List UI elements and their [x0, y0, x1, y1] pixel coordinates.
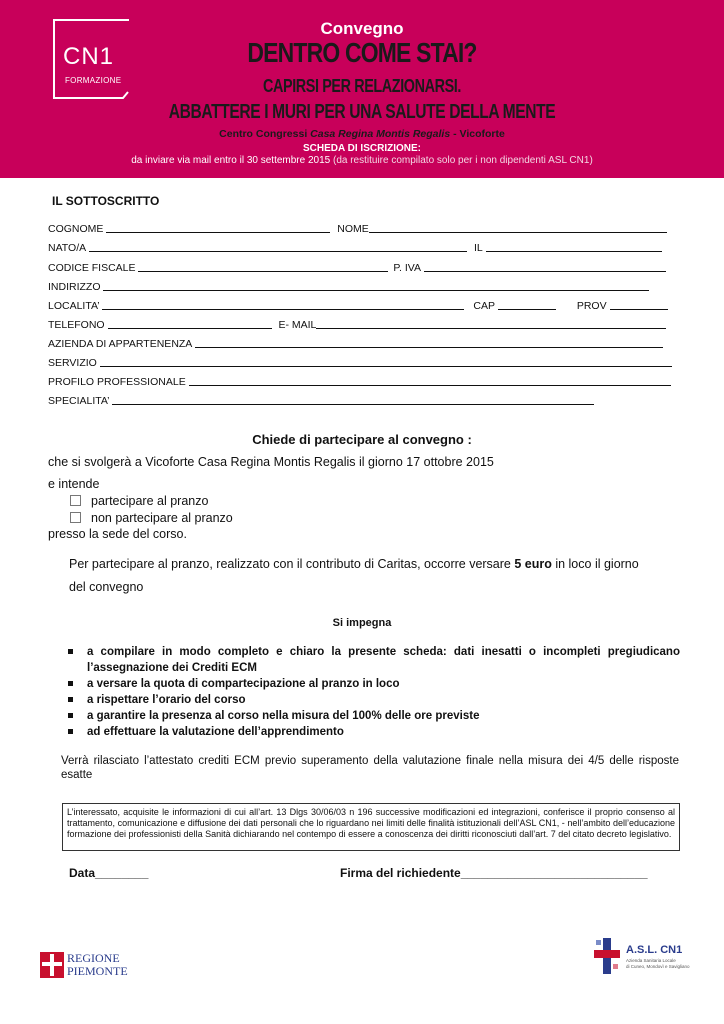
- list-item: a compilare in modo completo e chiaro la presente scheda: dati inesatti o incompleti pregiudicano l’assegnazione dei Crediti ECM: [68, 644, 680, 676]
- azienda-field[interactable]: [195, 336, 663, 348]
- svolgera-text: che si svolgerà a Vicoforte Casa Regina Montis Regalis il giorno 17 ottobre 2015: [48, 455, 494, 469]
- asl-cross-icon: [592, 934, 622, 978]
- row-profilo: PROFILO PROFESSIONALE: [48, 374, 671, 388]
- consent-box: L’interessato, acquisite le informazioni di cui all’art. 13 Dlgs 30/06/03 n 196 successive modificazioni ed integrazioni, conferisce il proprio consenso al trattamento, comunicazione e diffusione dei dati personali che lo riguardano nei limiti delle finalità istituzionali dell’ASL CN1, - nell’ambito dell’educazione formazione dei professionisti della Sanità dichiarando nel contempo di essere a conoscenza dei diritti riconosciuti dall’art. 7 del citato decreto legislativo.: [62, 803, 680, 851]
- row-cf-piva: CODICE FISCALE P. IVA: [48, 260, 666, 274]
- nato-field[interactable]: [89, 240, 467, 252]
- row-specialita: SPECIALITA’: [48, 393, 594, 407]
- cognome-field[interactable]: [106, 221, 330, 233]
- row-servizio: SERVIZIO: [48, 355, 672, 369]
- nome-field[interactable]: [369, 221, 667, 233]
- firma-field[interactable]: Firma del richiedente____________________________: [340, 866, 648, 880]
- event-subtitle-2: ABBATTERE I MURI PER UNA SALUTE DELLA MENTE: [168, 101, 556, 123]
- checkbox-non-partecipare[interactable]: [70, 512, 81, 523]
- servizio-field[interactable]: [100, 355, 672, 367]
- convegno-label: Convegno: [320, 19, 404, 38]
- presso-text: presso la sede del corso.: [48, 527, 187, 541]
- chiede-heading: Chiede di partecipare al convegno :: [252, 432, 472, 447]
- list-item: a versare la quota di compartecipazione al pranzo in loco: [68, 676, 680, 692]
- piva-field[interactable]: [424, 260, 666, 272]
- regione-piemonte-logo: REGIONE PIEMONTE: [40, 950, 122, 980]
- event-subtitle-1: CAPIRSI PER RELAZIONARSI.: [262, 76, 462, 96]
- pranzo-text: Per partecipare al pranzo, realizzato con il contributo di Caritas, occorre versare 5 euro in loco il giorno: [69, 557, 639, 571]
- row-cognome-nome: COGNOME NOME: [48, 221, 667, 235]
- codice-fiscale-field[interactable]: [138, 260, 388, 272]
- send-instructions: da inviare via mail entro il 30 settembre 2015 (da restituire compilato solo per i non dipendenti ASL CN1): [131, 155, 593, 166]
- list-item: a rispettare l’orario del corso: [68, 692, 680, 708]
- logo-main-text: CN1: [63, 43, 115, 70]
- specialita-field[interactable]: [112, 393, 594, 405]
- header-banner: [0, 0, 724, 178]
- row-localita: LOCALITA’ CAP PROV: [48, 298, 668, 312]
- intende-text: e intende: [48, 477, 100, 491]
- regione-shield-icon: [40, 952, 64, 978]
- impegna-heading: Si impegna: [332, 617, 392, 629]
- data-field[interactable]: Data________: [69, 866, 149, 880]
- scheda-label: SCHEDA DI ISCRIZIONE:: [303, 143, 421, 154]
- asl-cn1-logo: A.S.L. CN1 Azienda Sanitaria Locale di Cuneo, Mondovì e Savigliano: [592, 934, 686, 980]
- list-item: a garantire la presenza al corso nella misura del 100% delle ore previste: [68, 708, 680, 724]
- checkbox-partecipare[interactable]: [70, 495, 81, 506]
- event-venue: Centro Congressi Casa Regina Montis Regalis - Vicoforte: [219, 128, 505, 140]
- form-heading: IL SOTTOSCRITTO: [52, 194, 160, 208]
- ecm-text: Verrà rilasciato l’attestato crediti ECM previo superamento della valutazione finale nella misura dei 4/5 delle risposte esatte: [61, 755, 679, 781]
- row-azienda: AZIENDA DI APPARTENENZA: [48, 336, 663, 350]
- profilo-field[interactable]: [189, 374, 671, 386]
- prov-field[interactable]: [610, 298, 668, 310]
- row-indirizzo: INDIRIZZO: [48, 279, 649, 293]
- email-field[interactable]: [316, 317, 666, 329]
- list-item: ad effettuare la valutazione dell’apprendimento: [68, 724, 680, 740]
- il-field[interactable]: [486, 240, 662, 252]
- event-title: DENTRO COME STAI?: [247, 37, 477, 68]
- row-telefono-email: TELEFONO E- MAIL: [48, 317, 666, 331]
- row-nato-il: NATO/A IL: [48, 240, 662, 254]
- logo-sub-text: FORMAZIONE: [65, 76, 122, 85]
- option-partecipare[interactable]: partecipare al pranzo: [70, 494, 208, 508]
- pranzo-text-cont: del convegno: [69, 580, 144, 594]
- cap-field[interactable]: [498, 298, 556, 310]
- option-non-partecipare[interactable]: non partecipare al pranzo: [70, 511, 233, 525]
- telefono-field[interactable]: [108, 317, 272, 329]
- localita-field[interactable]: [102, 298, 464, 310]
- indirizzo-field[interactable]: [103, 279, 649, 291]
